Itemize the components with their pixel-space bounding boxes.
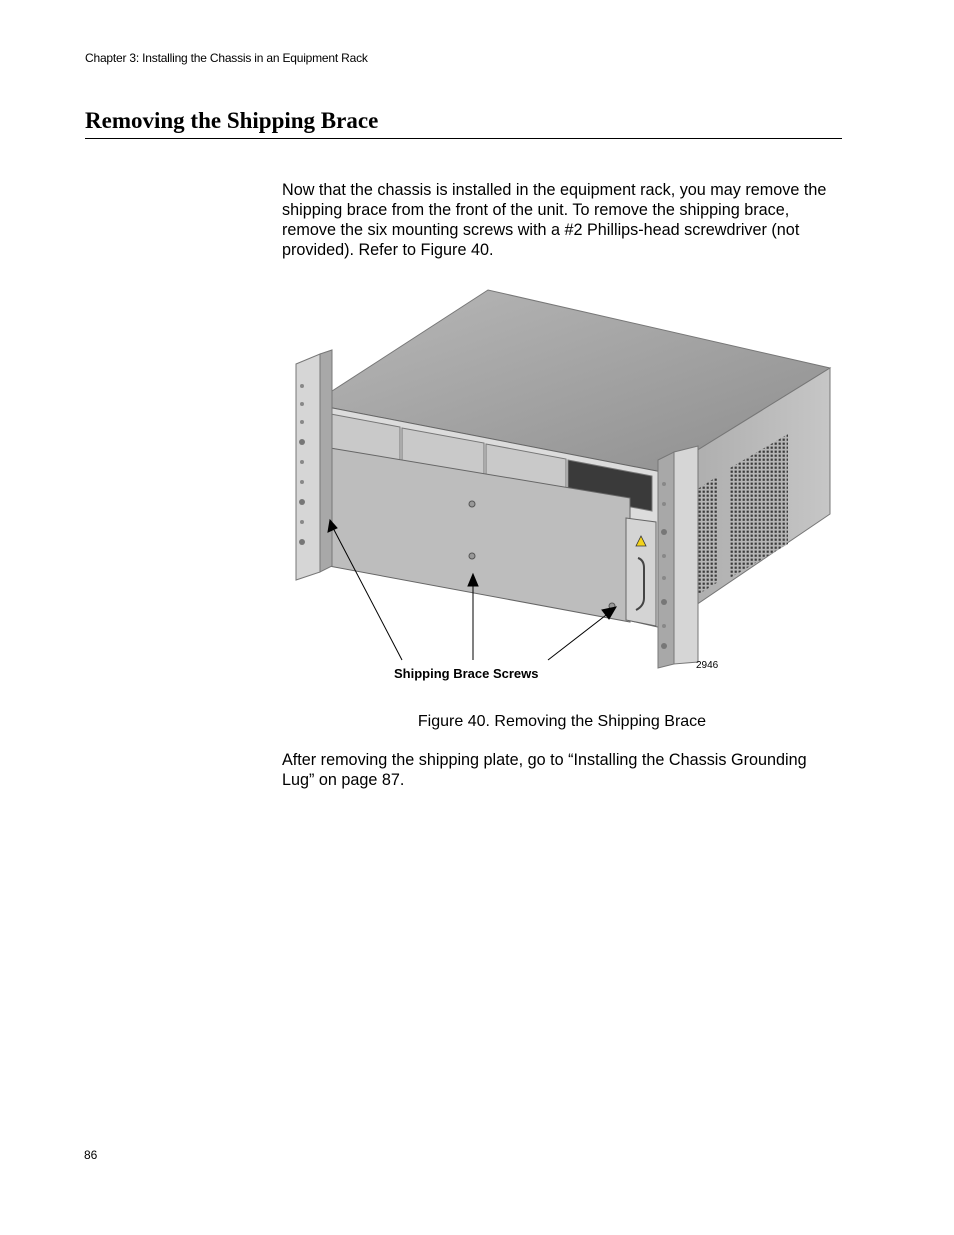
figure-caption: Figure 40. Removing the Shipping Brace: [417, 713, 707, 730]
right-rail-face: [674, 446, 698, 664]
brace-screw: [469, 501, 475, 507]
power-module: [626, 518, 656, 626]
side-vent-1: [696, 476, 718, 596]
figure-id: 2946: [696, 660, 719, 671]
page-number: 86: [84, 1148, 98, 1162]
left-rack-rail: [296, 354, 320, 580]
callout-label: Shipping Brace Screws: [394, 666, 539, 681]
left-rail-flange: [320, 350, 332, 572]
section-title: Removing the Shipping Brace: [85, 108, 842, 139]
intro-paragraph: Now that the chassis is installed in the equipment rack, you may remove the shipping brace from the front of the unit. To remove the shipping brace, remove the six mounting screws with a #2 Phillips-head screwdriver (not provided). Refer to Figure 40.: [282, 181, 827, 259]
running-head: Chapter 3: Installing the Chassis in an Equipment Rack: [85, 51, 368, 65]
chassis-figure: [290, 286, 840, 686]
brace-screw: [469, 553, 475, 559]
next-step-paragraph: After removing the shipping plate, go to “Installing the Chassis Grounding Lug” on page 87.: [282, 751, 807, 789]
right-rack-rail: [658, 452, 674, 668]
chassis-illustration: [290, 286, 840, 686]
